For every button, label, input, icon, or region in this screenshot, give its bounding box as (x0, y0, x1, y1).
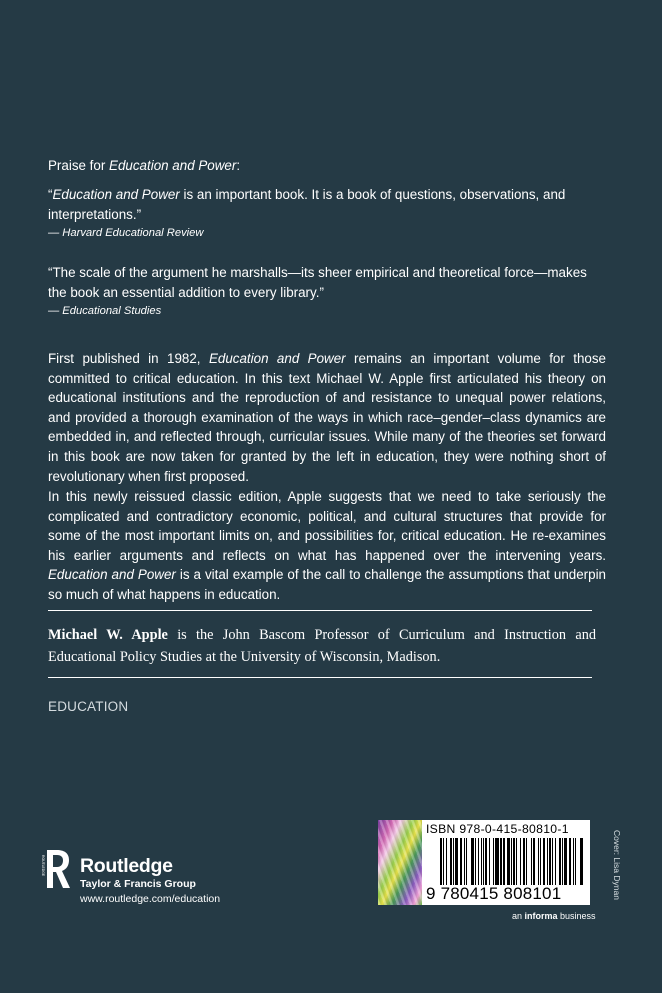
barcode-bar (478, 838, 479, 885)
barcode-bar (531, 838, 532, 885)
routledge-r-logo-icon (40, 848, 72, 892)
barcode-bar (485, 838, 487, 885)
barcode-bar (538, 838, 539, 885)
barcode-bar (564, 838, 567, 885)
divider-top (48, 610, 592, 611)
divider-bottom (48, 677, 592, 678)
barcode-bar (523, 838, 525, 885)
isbn-number: ISBN 978-0-415-80810-1 (426, 822, 569, 836)
barcode-bar (569, 838, 571, 885)
praise-heading (48, 158, 240, 173)
isbn-barcode-panel (378, 820, 590, 905)
barcode-bar (580, 838, 583, 885)
barcode-bar (552, 838, 553, 885)
barcode-bar (549, 838, 551, 885)
barcode-bar (471, 838, 474, 885)
author-bio: Michael W. Apple is the John Bascom Professor of Curriculum and Instruction and Educational Policy Studies at the University of Wisconsin, Madison. (48, 627, 596, 665)
barcode-bar (455, 838, 458, 885)
praise-heading-prefix: Praise for (48, 158, 110, 173)
barcode-bar (555, 838, 556, 885)
barcode-bar (443, 838, 444, 885)
barcode-bar (575, 838, 576, 885)
praise-heading-suffix: : (236, 158, 241, 173)
barcode-digits: 9 780415 808101 (426, 884, 562, 903)
praise-heading-title: Education and Power (109, 158, 237, 173)
review-quote-2-text: “The scale of the argument he marshalls—its sheer empirical and theoretical force—makes the book an essential addition to every library.” (48, 265, 587, 300)
barcode-bar (460, 838, 462, 885)
review-quote-1 (48, 185, 608, 242)
barcode-bar (520, 838, 521, 885)
barcode-bar (540, 838, 541, 885)
barcode-bar (453, 838, 454, 885)
cover-art-swatch (378, 820, 422, 905)
barcode-bar (464, 838, 465, 885)
barcode-bar (440, 838, 442, 885)
barcode-bar (559, 838, 561, 885)
barcode-bar (493, 838, 494, 885)
review-quote-1-text: “Education and Power is an important book. It is a book of questions, observations, and interpretations.” (48, 187, 566, 222)
barcode-bar (466, 838, 467, 885)
barcode-bar (489, 838, 490, 885)
barcode-bar (475, 838, 476, 885)
description-paragraph-1: First published in 1982, Education and Power remains an important volume for those committed to critical education. In this text Michael W. Apple first articulated his theory on educational institutions and the reproduction of and resistance to unequal power relations, and provided a thorough examination of the ways in which race–gender–class dynamics are embedded in, and reflected through, curricular issues. While many of the theories set forward in this book are now taken for granted by the left in education, they were nothing short of revolutionary when first proposed. (48, 351, 607, 484)
review-quote-1-attribution: — Harvard Educational Review (48, 227, 204, 239)
barcode-bar (507, 838, 510, 885)
ean13-barcode (440, 838, 584, 885)
publisher-url: www.routledge.com/education (80, 893, 221, 905)
barcode-bar (533, 838, 535, 885)
publisher-name: Routledge (80, 855, 173, 877)
barcode-bar (513, 838, 515, 885)
barcode-bar (495, 838, 499, 885)
review-quote-2-attribution: — Educational Studies (48, 305, 162, 317)
publisher-group: Taylor & Francis Group (80, 878, 196, 890)
barcode-bar (562, 838, 563, 885)
description-paragraph-2: In this newly reissued classic edition, Apple suggests that we need to take seriously the complicated and contradictory economic, political, and cultural structures that provide for some of the most important limits on, and possibilities for, critical education. He re-examines his earlier arguments and reflects on what has happened over the intervening years. Education and Power is a vital example of the call to challenge the assumptions that underpin so much of what happens in education. (48, 489, 606, 602)
subject-category: EDUCATION (48, 699, 129, 714)
barcode-bar (483, 838, 484, 885)
barcode-bar (500, 838, 502, 885)
author-name: Michael W. Apple (48, 627, 168, 643)
barcode-bar (573, 838, 574, 885)
barcode-bar (526, 838, 527, 885)
barcode-bar (547, 838, 548, 885)
informa-business-tag: an informa business (512, 911, 596, 921)
publisher-vertical-mark: ROUTLEDGE (41, 855, 45, 877)
barcode-bar (503, 838, 505, 885)
barcode-bar (450, 838, 452, 885)
barcode-bar (511, 838, 512, 885)
barcode-bar (446, 838, 447, 885)
review-quote-2 (48, 263, 608, 320)
barcode-bar (543, 838, 545, 885)
cover-credit: Cover: Lisa Dynan (612, 830, 622, 900)
barcode-bar (481, 838, 482, 885)
barcode-bar (516, 838, 517, 885)
